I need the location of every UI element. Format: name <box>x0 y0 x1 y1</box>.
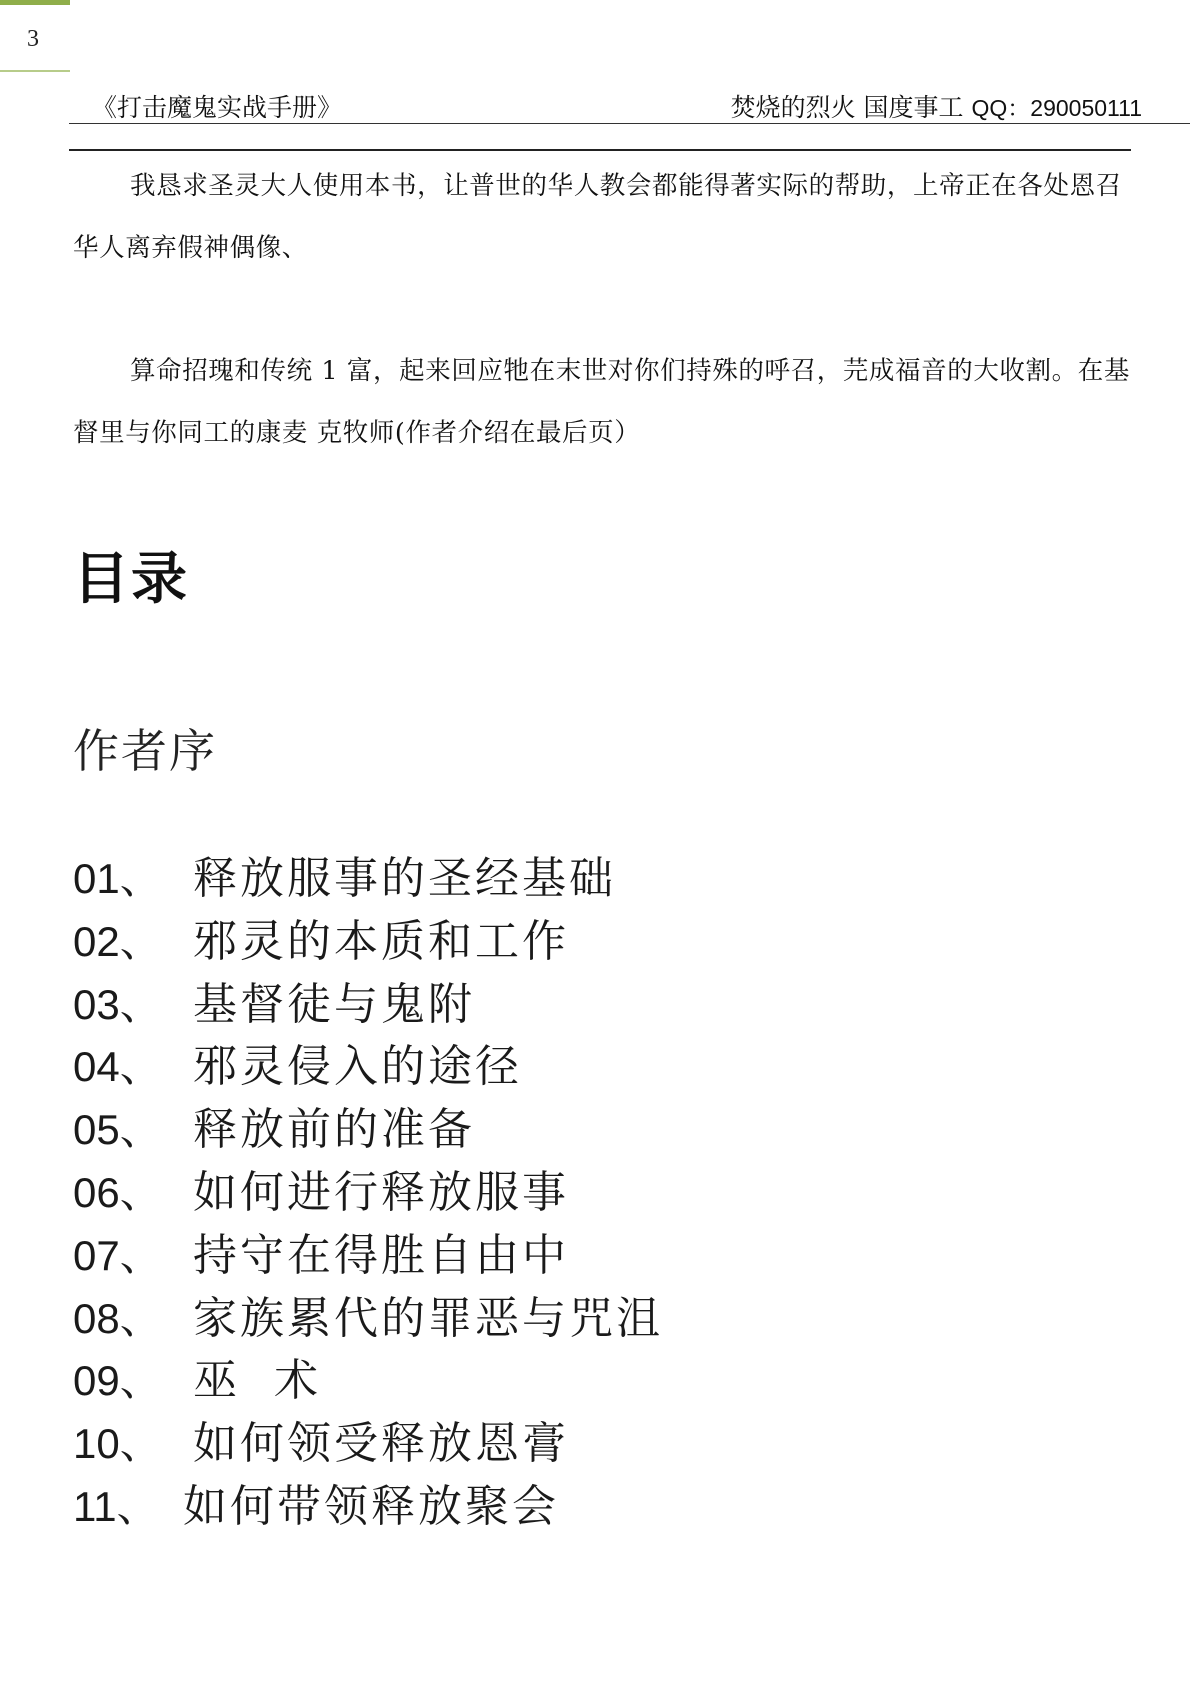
toc-item-number: 11、 <box>73 1482 159 1530</box>
toc-item <box>73 1470 663 1533</box>
toc-item-number: 09、 <box>73 1357 162 1405</box>
toc-item <box>73 1156 663 1219</box>
toc-list <box>73 842 663 1533</box>
toc-item <box>73 1282 663 1345</box>
toc-item <box>73 1407 663 1470</box>
toc-item-title: 家族累代的罪恶与咒沮 <box>193 1292 663 1344</box>
toc-preface-entry: 作者序 <box>73 724 217 778</box>
toc-item <box>73 1344 663 1407</box>
toc-item-title: 邪灵侵入的途径 <box>193 1041 522 1093</box>
toc-item-title: 邪灵的本质和工作 <box>193 915 569 967</box>
toc-item <box>73 1093 663 1156</box>
toc-item-title: 如何带领释放聚会 <box>183 1480 559 1532</box>
toc-item-number: 04、 <box>73 1043 162 1091</box>
toc-item-title: 基督徒与鬼附 <box>193 978 475 1030</box>
toc-item-number: 08、 <box>73 1294 162 1342</box>
toc-item <box>73 842 663 905</box>
toc-item-title: 如何领受释放恩膏 <box>193 1418 569 1470</box>
body-paragraph-1: 我恳求圣灵大人使用本书，让普世的华人教会都能得著实际的帮助，上帝正在各处恩召华人离弃假神偶像、 <box>73 171 1122 263</box>
toc-item-title: 释放服事的圣经基础 <box>193 853 616 904</box>
ministry-name: 焚烧的烈火 国度事工 <box>730 93 972 122</box>
toc-item-number: 05、 <box>73 1106 162 1154</box>
body-paragraph-2: 算命招瑰和传统 1 富，起来回应牠在末世对你们持殊的呼召，芫成福音的大收割。在基督里与你同工的康麦 克牧师(作者介绍在最后页） <box>73 356 1130 448</box>
toc-item-title: 如何进行释放服事 <box>193 1166 569 1218</box>
header-rule-thin <box>69 123 1190 124</box>
toc-item-number: 07、 <box>73 1231 162 1279</box>
ministry-header <box>731 88 1142 124</box>
toc-item-title: 持守在得胜自由中 <box>193 1229 569 1281</box>
toc-item-number: 10、 <box>73 1420 162 1468</box>
page-number-tab <box>0 0 70 72</box>
header-rule-thick <box>69 149 1131 151</box>
running-header <box>92 88 1142 128</box>
toc-item-title: 释放前的准备 <box>193 1104 475 1156</box>
toc-item-title: 巫 术 <box>193 1355 321 1407</box>
toc-item-number: 03、 <box>73 980 162 1028</box>
toc-item-number: 01、 <box>73 855 162 902</box>
qq-contact: QQ：290050111 <box>971 95 1142 121</box>
toc-item <box>73 905 663 968</box>
toc-item <box>73 1030 663 1093</box>
book-title-header: 《打击魔鬼实战手册》 <box>92 93 343 122</box>
page-tab-accent-bar <box>0 0 70 5</box>
toc-item-number: 06、 <box>73 1168 162 1216</box>
toc-item <box>73 1219 663 1282</box>
toc-item-number: 02、 <box>73 917 162 965</box>
toc-heading: 目录 <box>73 547 189 612</box>
toc-item <box>73 968 663 1031</box>
page-number: 3 <box>27 26 39 52</box>
page-tab-underline <box>0 70 70 72</box>
